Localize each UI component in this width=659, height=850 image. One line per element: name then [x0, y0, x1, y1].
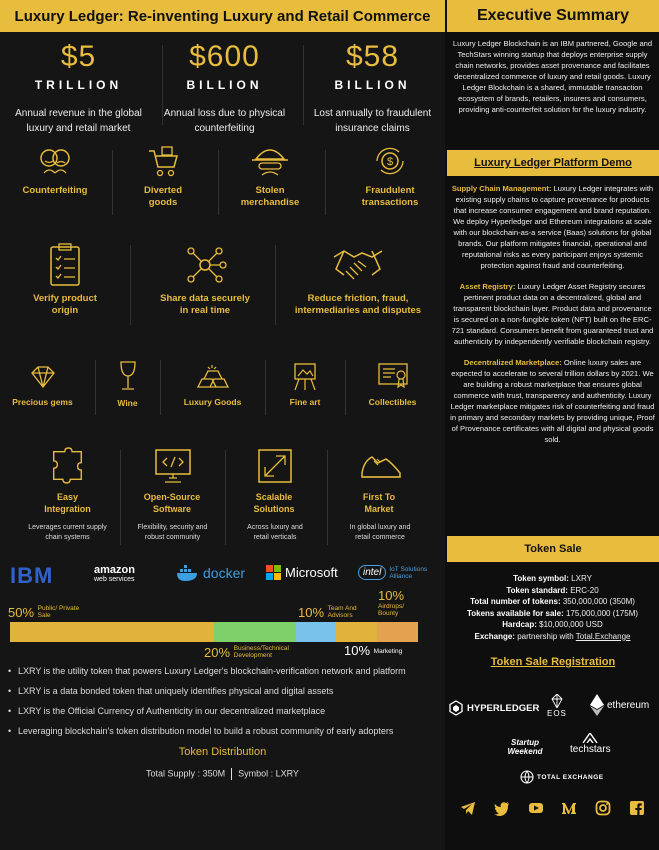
- feature-desc: Flexibility, security and robust community: [137, 524, 208, 541]
- category-luxury-goods: [170, 363, 255, 407]
- solution-share-data: [150, 243, 260, 317]
- exec-summary-text: Luxury Ledger Blockchain is an IBM partnered, Google and TechStars winning startup that deploys enterprise supply chain networks, provides asset provenance and facilitates decentralized commerce of luxury and retail goods. Luxury Ledger Blockchain is a shared, immutable transaction ecosystem of brands, retailers, insurers and consumers, providing anti-counterfeit solution for the luxury industry.: [452, 39, 653, 114]
- category-label: Collectibles: [368, 397, 417, 407]
- ethereum-logo-text: ethereum: [607, 699, 650, 711]
- eos-gem-icon: [551, 694, 563, 708]
- exec-summary-title: Executive Summary: [447, 0, 659, 32]
- alloc-pct: 10%: [344, 643, 371, 658]
- hexagon-icon: [448, 700, 464, 716]
- feature-easy-integration: [25, 447, 110, 543]
- total-supply: Total Supply : 350M: [146, 768, 226, 779]
- token-bullets: [8, 666, 438, 746]
- intel-logo-text: intel: [358, 565, 386, 580]
- problem-label: Fraudulent transactions: [361, 185, 419, 208]
- token-row: [450, 573, 655, 585]
- alloc-public-label: [8, 605, 88, 620]
- category-wine: [100, 360, 155, 408]
- token-key: Exchange:: [474, 631, 515, 641]
- ibm-logo-text: IBM: [10, 563, 54, 588]
- alloc-marketing-label: [344, 643, 402, 658]
- alloc-text: Team And Advisors: [327, 605, 357, 619]
- feature-first-to-market: [337, 447, 422, 543]
- dollar-cycle-icon: [373, 145, 407, 179]
- stat-unit: TRILLION: [34, 78, 123, 92]
- section-body: Luxury Ledger Asset Registry secures pertinent product data on a decentralized, global and transparent blockchain layer. Product data and provenance is secured on a non-fungible token (NFT) built on the ERC-721 standard. Consumers benefit from guaranteed trust and authenticity by independently verifiable blockchain registry.: [451, 282, 654, 346]
- handshake-icon: [332, 243, 384, 287]
- telegram-icon[interactable]: [460, 800, 476, 816]
- problem-label: Counterfeiting: [22, 185, 88, 196]
- allocation-segment-business: [214, 622, 296, 642]
- solution-label: Verify product origin: [33, 293, 97, 316]
- allocation-segment-airdrops: [377, 622, 418, 642]
- alloc-business-label: [204, 645, 304, 660]
- divider: [218, 150, 219, 215]
- svg-text:$: $: [386, 156, 394, 168]
- demo-sections: [450, 183, 655, 455]
- feature-label: Easy Integration: [44, 492, 91, 514]
- docker-logo: [176, 564, 245, 582]
- social-links: [460, 800, 645, 816]
- token-value: partnership with: [514, 631, 576, 641]
- iot-alliance-text: IoT Solutions Alliance: [389, 565, 428, 580]
- monitor-code-icon: [153, 447, 193, 485]
- microsoft-logo-text: Microsoft: [285, 565, 338, 580]
- hyperledger-logo: [448, 700, 539, 716]
- feature-label: First To Market: [362, 492, 396, 514]
- solution-verify-origin: [10, 243, 120, 317]
- exchange-link[interactable]: Total.Exchange: [575, 631, 631, 641]
- ethereum-diamond-icon: [590, 694, 604, 716]
- list-item: • LXRY is the utility token that powers Luxury Ledger's blockchain-verification network and platform: [8, 666, 438, 676]
- techstars-logo-text: techstars: [570, 744, 611, 755]
- token-value: 350,000,000 (350M): [560, 597, 635, 606]
- divider: [231, 768, 232, 780]
- problem-label: Diverted goods: [143, 185, 182, 208]
- divider: [120, 450, 121, 545]
- alloc-pct: 20%: [204, 645, 231, 660]
- thief-icon: [250, 145, 290, 179]
- category-label: Fine art: [289, 397, 321, 407]
- token-key: Token symbol:: [513, 574, 569, 583]
- token-sale-info: [450, 573, 655, 642]
- eos-logo: [547, 694, 567, 718]
- stat-counterfeit-loss: [152, 40, 297, 136]
- wine-glass-icon: [117, 360, 139, 392]
- token-key: Total number of tokens:: [470, 597, 561, 606]
- problem-fraudulent-transactions: [345, 145, 435, 209]
- page-title: Luxury Ledger: Re-inventing Luxury and Retail Commerce: [0, 0, 445, 32]
- stat-number: $600: [189, 40, 260, 73]
- problem-counterfeiting: [10, 145, 100, 197]
- ethereum-logo: [590, 694, 649, 716]
- alloc-pct: 50%: [8, 605, 35, 620]
- token-value: 175,000,000 (175M): [563, 608, 639, 618]
- section-heading: Asset Registry:: [459, 282, 516, 291]
- demo-section-asset-registry: [450, 281, 655, 347]
- token-symbol: Symbol : LXRY: [238, 768, 299, 779]
- alloc-pct: 10%: [298, 605, 325, 620]
- total-exchange-logo: [520, 770, 604, 784]
- stat-unit: BILLION: [334, 78, 411, 92]
- category-fine-art: [275, 361, 335, 407]
- twitter-icon[interactable]: [494, 800, 510, 816]
- alloc-team-label: [298, 605, 374, 620]
- aws-logo-subtext: web services: [94, 576, 135, 583]
- list-item: • LXRY is a data bonded token that uniquely identifies physical and digital assets: [8, 686, 438, 696]
- alloc-text: Airdrops/ Bounty: [378, 603, 405, 617]
- category-collectibles: [355, 361, 430, 407]
- list-item: • Leveraging blockchain's token distribution model to build a robust community of early adopters: [8, 726, 438, 736]
- certificate-icon: [377, 361, 409, 391]
- instagram-icon[interactable]: [595, 800, 611, 816]
- feature-scalable: [232, 447, 317, 543]
- stat-revenue: [6, 40, 151, 136]
- allocation-segment-team: [296, 622, 337, 642]
- alloc-text: Public/ Private Sale: [37, 605, 80, 619]
- divider: [130, 245, 131, 325]
- techstars-star-icon: [579, 733, 601, 743]
- feature-label: Open-Source Software: [143, 492, 201, 514]
- stat-insurance-loss: [300, 40, 445, 136]
- token-value: LXRY: [568, 574, 592, 583]
- token-key: Token standard:: [506, 585, 568, 595]
- feature-label: Scalable Solutions: [253, 492, 295, 514]
- problem-diverted-goods: [118, 145, 208, 209]
- divider: [160, 360, 161, 415]
- allocation-segment-marketing: [336, 622, 377, 642]
- category-label: Luxury Goods: [183, 397, 242, 407]
- platform-demo-link[interactable]: Luxury Ledger Platform Demo: [447, 150, 659, 176]
- demo-section-marketplace: [450, 357, 655, 445]
- category-label: Wine: [117, 398, 138, 408]
- distribution-info: [0, 768, 445, 780]
- expand-icon: [256, 447, 294, 485]
- token-value: ERC-20: [567, 585, 599, 595]
- alloc-text: Marketing: [373, 648, 403, 656]
- partner-logos: [8, 563, 438, 589]
- section-heading: Decentralized Marketplace:: [463, 358, 562, 367]
- intel-iot-logo: [358, 565, 433, 580]
- windows-squares-icon: [266, 565, 281, 580]
- divider: [345, 360, 346, 415]
- token-row: [450, 619, 655, 631]
- divider: [225, 450, 226, 545]
- startup-weekend-text: Startup Weekend: [507, 738, 543, 756]
- token-row: [450, 608, 655, 620]
- ibm-logo: [10, 563, 53, 589]
- feature-desc: Leverages current supply chain systems: [28, 524, 107, 541]
- aws-logo: [94, 565, 135, 585]
- divider: [265, 360, 266, 415]
- total-exchange-text: TOTAL EXCHANGE: [537, 773, 604, 781]
- section-body: Luxury Ledger integrates with existing supply chains to capture provenance for products that increase consumer engagement and brand reputation. We deploy Hyperledger and Ethereum integrations at scale with our blockchain-as-a service (Baas) solutions for global brands. Our platform mitigates financial, operational and reputational risks as every participant enjoys systemic protection against fraud and counterfeiting.: [453, 184, 654, 270]
- category-label: Precious gems: [12, 397, 73, 407]
- medium-icon[interactable]: [561, 800, 577, 816]
- microsoft-logo: [266, 565, 338, 580]
- distribution-title: Token Distribution: [178, 746, 267, 758]
- divider: [112, 150, 113, 215]
- startup-weekend-logo: [500, 738, 550, 756]
- facebook-icon[interactable]: [629, 800, 645, 816]
- globe-icon: [520, 770, 534, 784]
- alloc-pct: 10%: [378, 588, 405, 603]
- feature-open-source: [130, 447, 215, 543]
- token-row: [450, 596, 655, 608]
- list-item: • LXRY is the Official Currency of Authenticity in our decentralized marketplace: [8, 706, 438, 716]
- solution-label: Reduce friction, fraud, intermediaries and disputes: [294, 293, 422, 316]
- faces-icon: [38, 145, 72, 179]
- section-heading: Supply Chain Management:: [451, 184, 552, 193]
- alloc-airdrops-label: [378, 588, 414, 618]
- stat-number: $5: [60, 40, 97, 73]
- allocation-segment-public: [10, 622, 214, 642]
- feature-desc: Across luxury and retail verticals: [247, 524, 303, 541]
- problem-stolen-merchandise: [225, 145, 315, 209]
- stat-desc: Lost annually to fraudulent insurance claims: [313, 108, 432, 134]
- cart-icon: [146, 145, 180, 179]
- divider: [95, 360, 96, 415]
- demo-section-supply-chain: [450, 183, 655, 271]
- solution-reduce-friction: [288, 243, 428, 317]
- alloc-text: Business/Technical Development: [233, 645, 289, 659]
- divider: [327, 450, 328, 545]
- token-key: Tokens available for sale:: [466, 608, 564, 618]
- solution-label: Share data securely in real time: [160, 293, 250, 316]
- easel-icon: [291, 361, 319, 391]
- aws-logo-text: amazon: [94, 564, 135, 576]
- token-row: [450, 585, 655, 597]
- techstars-logo: [570, 733, 611, 755]
- diamond-icon: [28, 363, 58, 391]
- puzzle-icon: [49, 447, 87, 485]
- problem-label: Stolen merchandise: [240, 185, 300, 208]
- hyperledger-logo-text: HYPERLEDGER: [467, 702, 540, 714]
- category-gems: [5, 363, 80, 407]
- stat-unit: BILLION: [186, 78, 263, 92]
- divider: [325, 150, 326, 215]
- running-shoe-icon: [358, 447, 402, 485]
- stat-desc: Annual loss due to physical counterfeiting: [163, 108, 286, 134]
- eos-logo-text: EOS: [547, 709, 567, 718]
- section-body: Online luxury sales are expected to accelerate to several trillion dollars by 2021. We are building a robust marketplace that ensures global commerce with trust, transparency and authenticity. Luxury Ledger marketplace mitigates risk of counterfeiting and fraud in primary and secondary markets by providing unique, Proof of Provenance certificates with all digital and physical goods sold.: [450, 358, 655, 444]
- token-value: $10,000,000 USD: [536, 620, 603, 629]
- whale-icon: [176, 564, 200, 582]
- token-sale-title: Token Sale: [447, 536, 659, 562]
- network-icon: [183, 243, 227, 287]
- feature-desc: In global luxury and retail commerce: [349, 524, 411, 541]
- token-row: [450, 631, 655, 643]
- checklist-icon: [47, 243, 83, 287]
- docker-logo-text: docker: [203, 565, 246, 581]
- gold-bars-icon: [196, 363, 230, 391]
- token-key: Hardcap:: [502, 620, 537, 629]
- stat-desc: Annual revenue in the global luxury and retail market: [15, 108, 142, 134]
- token-sale-registration-link[interactable]: Token Sale Registration: [490, 656, 616, 668]
- youtube-icon[interactable]: [528, 800, 544, 816]
- divider: [275, 245, 276, 325]
- stat-number: $58: [345, 40, 400, 73]
